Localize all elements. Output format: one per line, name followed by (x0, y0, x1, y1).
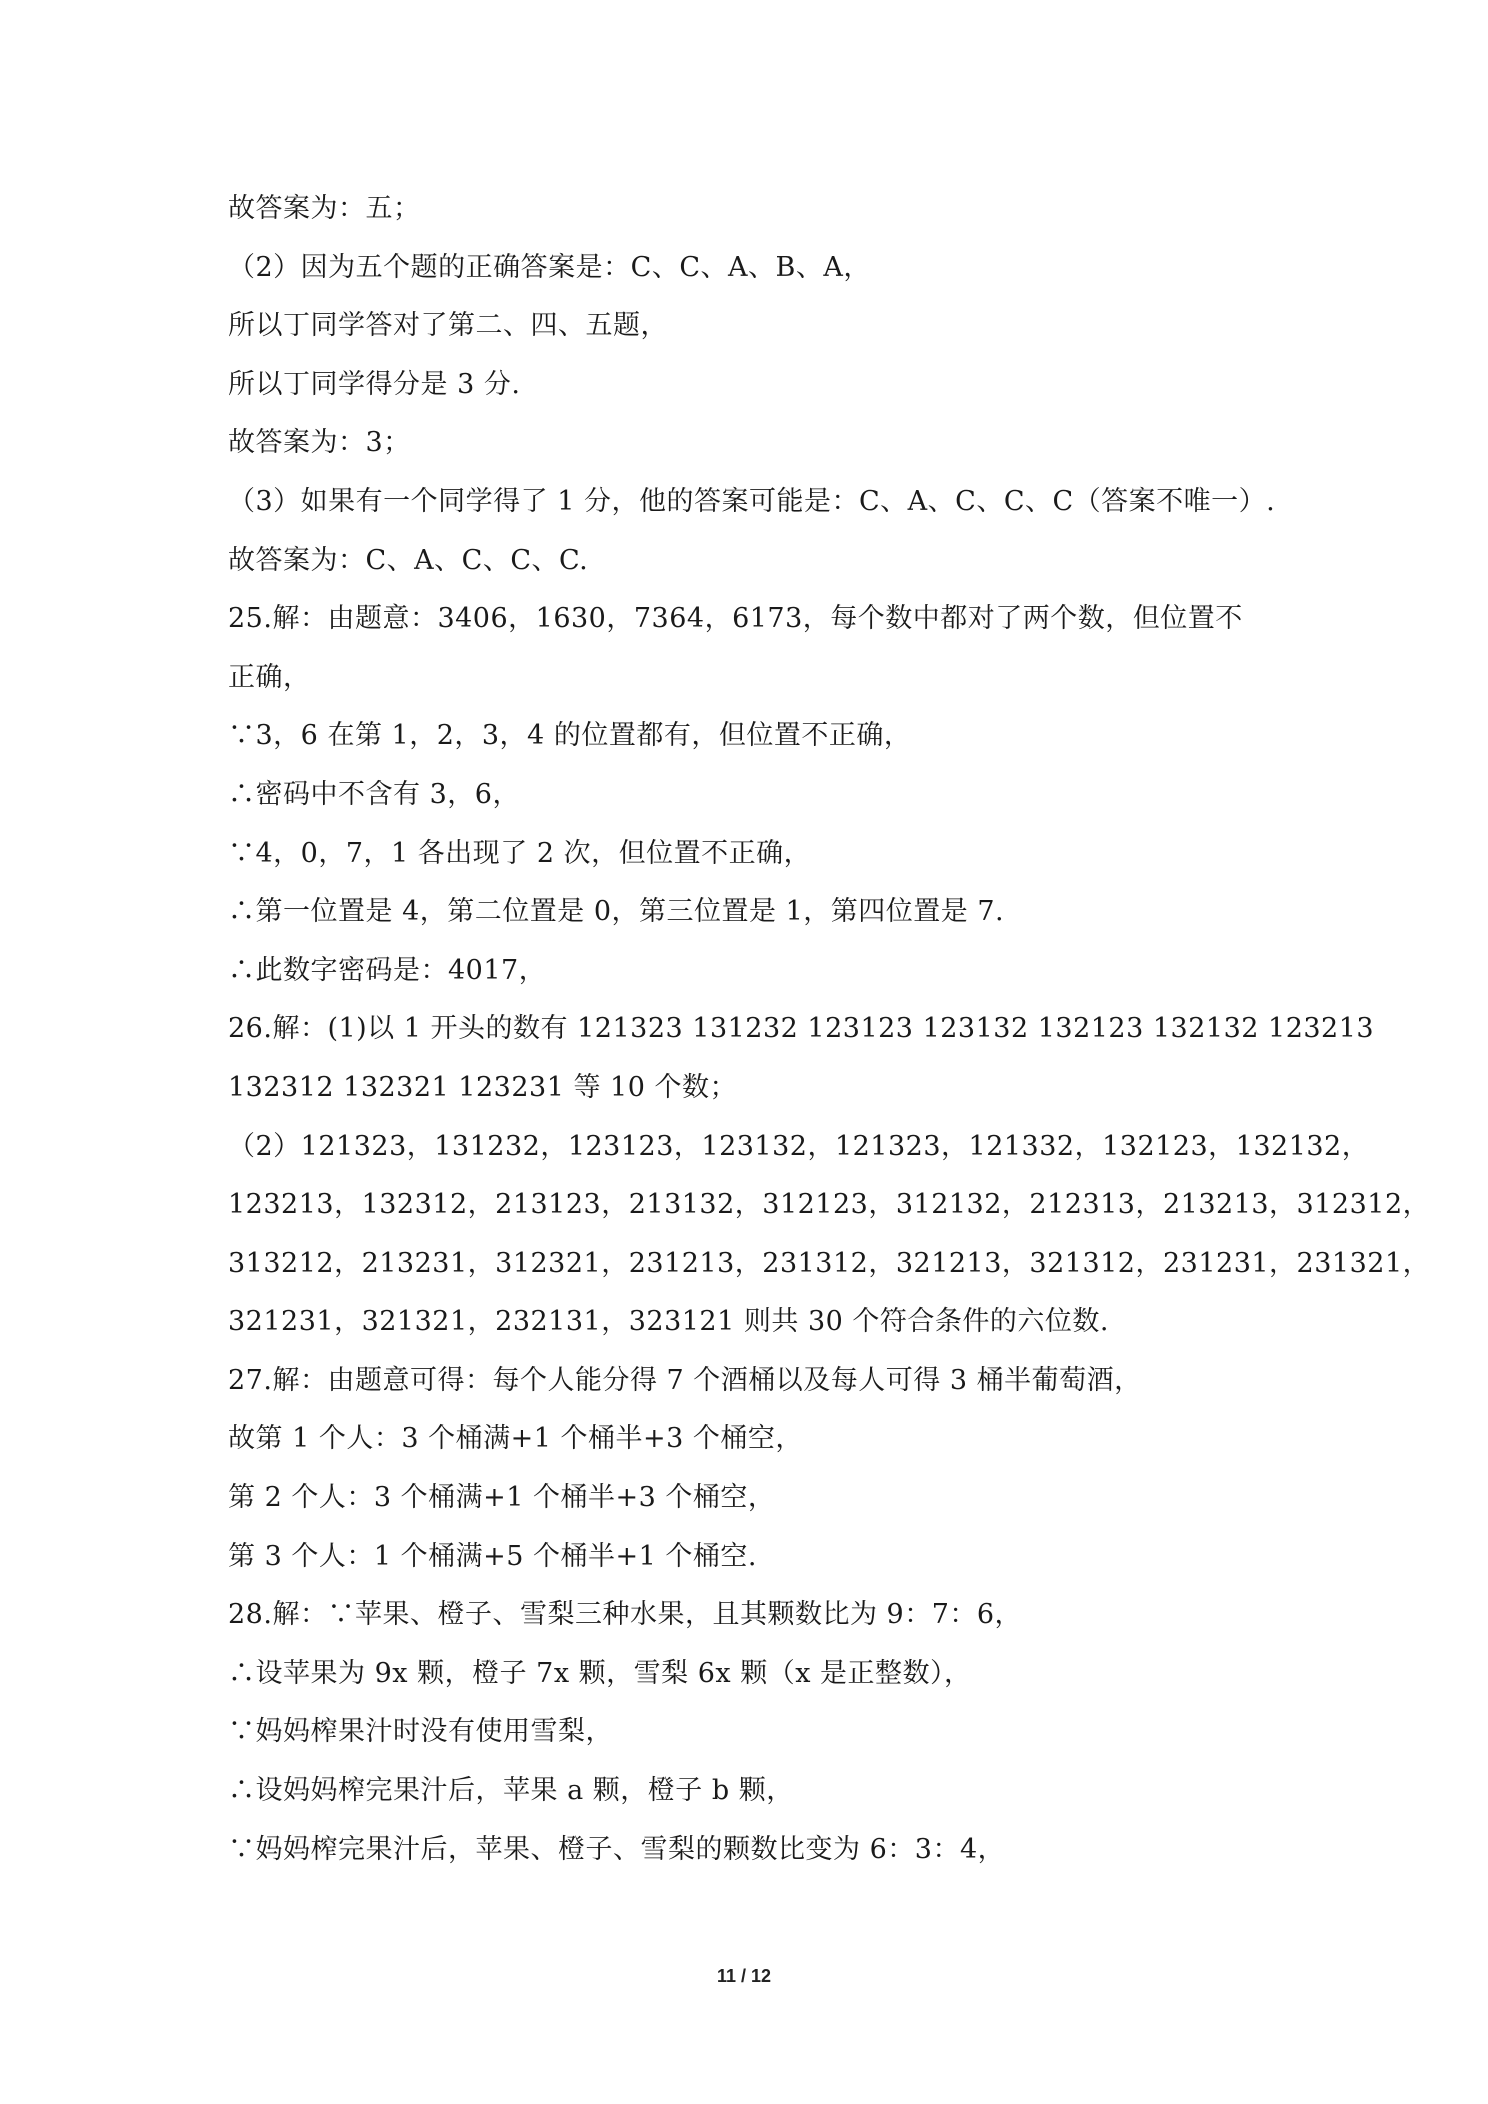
text-line: ∴设苹果为 9x 颗，橙子 7x 颗，雪梨 6x 颗（x 是正整数）， (228, 1657, 972, 1689)
text-line: 28.解：∵苹果、橙子、雪梨三种水果，且其颗数比为 9：7：6， (228, 1599, 1023, 1631)
text-line: 第 3 个人：1 个桶满+5 个桶半+1 个桶空. (228, 1540, 757, 1572)
text-line: 故答案为：五； (228, 193, 421, 224)
text-line: ∴设妈妈榨完果汁后，苹果 a 颗，橙子 b 颗， (228, 1775, 794, 1807)
text-line: ∴密码中不含有 3，6， (228, 778, 520, 810)
text-line: 故第 1 个人：3 个桶满+1 个桶半+3 个桶空， (228, 1423, 803, 1455)
text-line: （3）如果有一个同学得了 1 分，他的答案可能是：C、A、C、C、C（答案不唯一）. (228, 485, 1276, 517)
text-line: （2）121323，131232，123123，123132，121323，121332，132123，132132， (228, 1130, 1370, 1162)
text-line: ∴此数字密码是：4017， (228, 954, 547, 986)
text-line: 26.解：(1)以 1 开头的数有 121323 131232 123123 123132 132123 132132 123213 (228, 1013, 1375, 1045)
text-line: ∵妈妈榨完果汁后，苹果、橙子、雪梨的颗数比变为 6：3：4， (228, 1833, 1006, 1865)
text-line: 故答案为：3； (228, 427, 411, 459)
text-line: ∵4，0，7，1 各出现了 2 次，但位置不正确， (228, 837, 812, 869)
text-line: ∵妈妈榨果汁时没有使用雪梨， (228, 1716, 613, 1748)
solution-text-block (228, 180, 1431, 1879)
text-line: 313212，213231，312321，231213，231312，321213，321312，231231，231321， (228, 1247, 1431, 1279)
text-line: 第 2 个人：3 个桶满+1 个桶半+3 个桶空， (228, 1482, 776, 1514)
text-line: 正确， (228, 661, 311, 693)
text-line: 所以丁同学得分是 3 分. (228, 368, 521, 400)
text-line: 故答案为：C、A、C、C、C. (228, 544, 589, 576)
text-line: ∴第一位置是 4，第二位置是 0，第三位置是 1，第四位置是 7. (228, 896, 1005, 928)
text-line: 27.解：由题意可得：每个人能分得 7 个酒桶以及每人可得 3 桶半葡萄酒， (228, 1364, 1142, 1396)
text-line: 321231，321321，232131，323121 则共 30 个符合条件的六位数. (228, 1306, 1109, 1338)
text-line: 132312 132321 123231 等 10 个数； (228, 1071, 737, 1103)
text-line: （2）因为五个题的正确答案是：C、C、A、B、A， (228, 251, 871, 283)
text-line: 25.解：由题意：3406，1630，7364，6173，每个数中都对了两个数，但位置不 (228, 603, 1243, 635)
text-line: 123213，132312，213123，213132，312123，312132，212313，213213，312312， (228, 1189, 1431, 1221)
text-line: 所以丁同学答对了第二、四、五题， (228, 310, 668, 342)
page-number: 11 / 12 (716, 1966, 772, 1986)
text-line: ∵3，6 在第 1，2，3，4 的位置都有，但位置不正确， (228, 720, 912, 752)
